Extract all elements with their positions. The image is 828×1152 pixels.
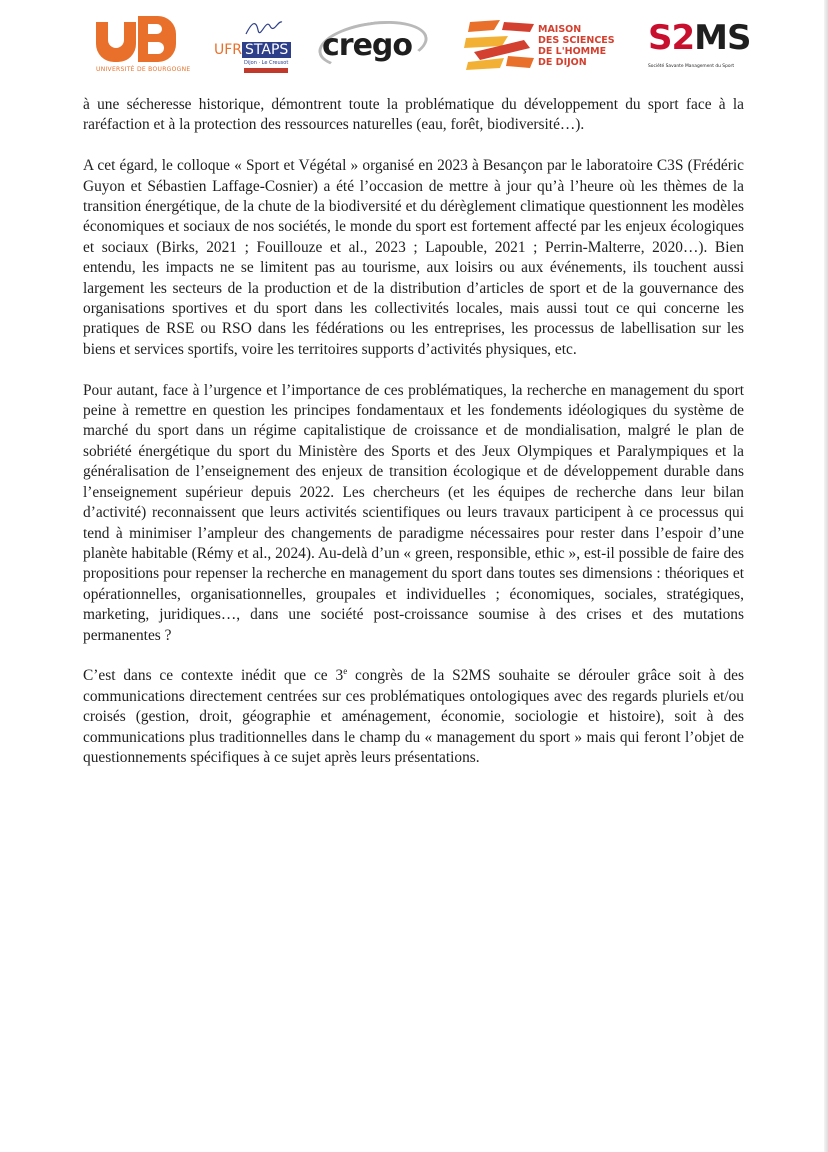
crego-wordmark: crego	[322, 28, 413, 63]
document-body	[83, 95, 744, 789]
ufr-staps-logo	[214, 16, 290, 76]
ub-u-mark	[96, 22, 136, 62]
paragraph: A cet égard, le colloque « Sport et Végétal » organisé en 2023 à Besançon par le laboratoire C3S (Frédéric Guyon et Sébastien Laffage-Cosnier) a été l’occasion de mettre à jour qu’à l’heure où les thèmes de la transition énergétique, de la chute de la biodiversité et du dérèglement climatique questionnent les modèles économiques et sociaux de nos sociétés, le monde du sport est fortement affecté par les enjeux écologiques et sociaux (Birks, 2021 ; Fouillouze et al., 2023 ; Lapouble, 2021 ; Perrin-Malterre, 2020…). Bien entendu, les impacts ne se limitent pas au tourisme, aux loisirs ou aux événements, ils touchent aussi largement les secteurs de la production et de la distribution d’articles de sport et de la gouvernance des organisations sportives et du sport dans les collectivités locales, mais aussi tout ce qui concerne les pratiques de RSE ou RSO dans les fédérations ou les entreprises, les processus de labellisation sur les biens et services sportifs, voire les territoires supports d’activités physiques, etc.	[83, 157, 744, 358]
ufr-staps-band	[244, 68, 288, 73]
ub-caption: UNIVERSITÉ DE BOURGOGNE	[96, 66, 191, 73]
paragraph-text: C’est dans ce contexte inédit que ce 3	[83, 667, 344, 685]
msh-title: MAISON DES SCIENCES DE L'HOMME DE DIJON	[538, 24, 615, 68]
ub-b-mark	[138, 16, 176, 62]
ufr-staps-subtitle: Dijon · Le Creusot	[244, 60, 289, 66]
paragraph	[83, 666, 744, 768]
s2ms-wordmark: S2MS	[648, 18, 751, 58]
s2ms-subtitle: Société Savante Management du Sport	[648, 64, 735, 69]
ufr-staps-wordmark: UFR STAPS	[214, 42, 291, 58]
ufr-signature-icon	[244, 16, 284, 38]
paragraph: Pour autant, face à l’urgence et l’importance de ces problématiques, la recherche en management du sport peine à remettre en question les principes fondamentaux et les fondements idéologiques du système de marché du sport dans un régime capitalistique de croissance et de mondialisation, malgré le plan de sobriété énergétique du sport du Ministère des Sports et des Jeux Olympiques et Paralympiques et la généralisation de l’enseignement des enjeux de transition écologique et de développement durable dans l’enseignement supérieur depuis 2022. Les chercheurs (et les équipes de recherche dans leur bilan d’activité) reconnaissent que leurs activités scientifiques ou leurs travaux participent à ce processus qui tend à minimiser l’ampleur des changements de paradigme nécessaires pour rester dans l’espoir d’une planète habitable (Rémy et al., 2024). Au-delà d’un « green, responsible, ethic », est-il possible de faire des propositions pour repenser la recherche en management du sport dans toutes ses dimensions : théoriques et opérationnelles, organisationnelles, groupales et individuelles ; économiques, sociales, stratégiques, marketing, juridiques…, dans une société post-croissance soumise à des crises et des mutations permanentes ?	[83, 381, 744, 644]
ub-logo	[96, 16, 191, 76]
logo-bar	[0, 0, 828, 90]
ordinal-superscript: e	[343, 666, 348, 677]
s2ms-logo	[648, 16, 751, 78]
page-edge	[824, 0, 828, 1152]
paragraph: à une sécheresse historique, démontrent toute la problématique du développement du sport face à la raréfaction et à la protection des ressources naturelles (eau, forêt, biodiversité…).	[83, 96, 744, 134]
paragraph-text: congrès de la S2MS souhaite se dérouler grâce soit à des communications directement centrées sur ces problématiques ontologiques avec des regards pluriels et/ou croisés (gestion, droit, géographie et aménagement, économie, sociologie et histoire), soit à des communications plus traditionnelles dans le champ du « management du sport » mais qui feront l’objet de questionnements spécifiques à ce sujet après leurs présentations.	[83, 667, 744, 766]
crego-logo	[318, 22, 426, 70]
msh-graphic-icon	[464, 18, 536, 74]
msh-dijon-logo	[456, 16, 616, 76]
